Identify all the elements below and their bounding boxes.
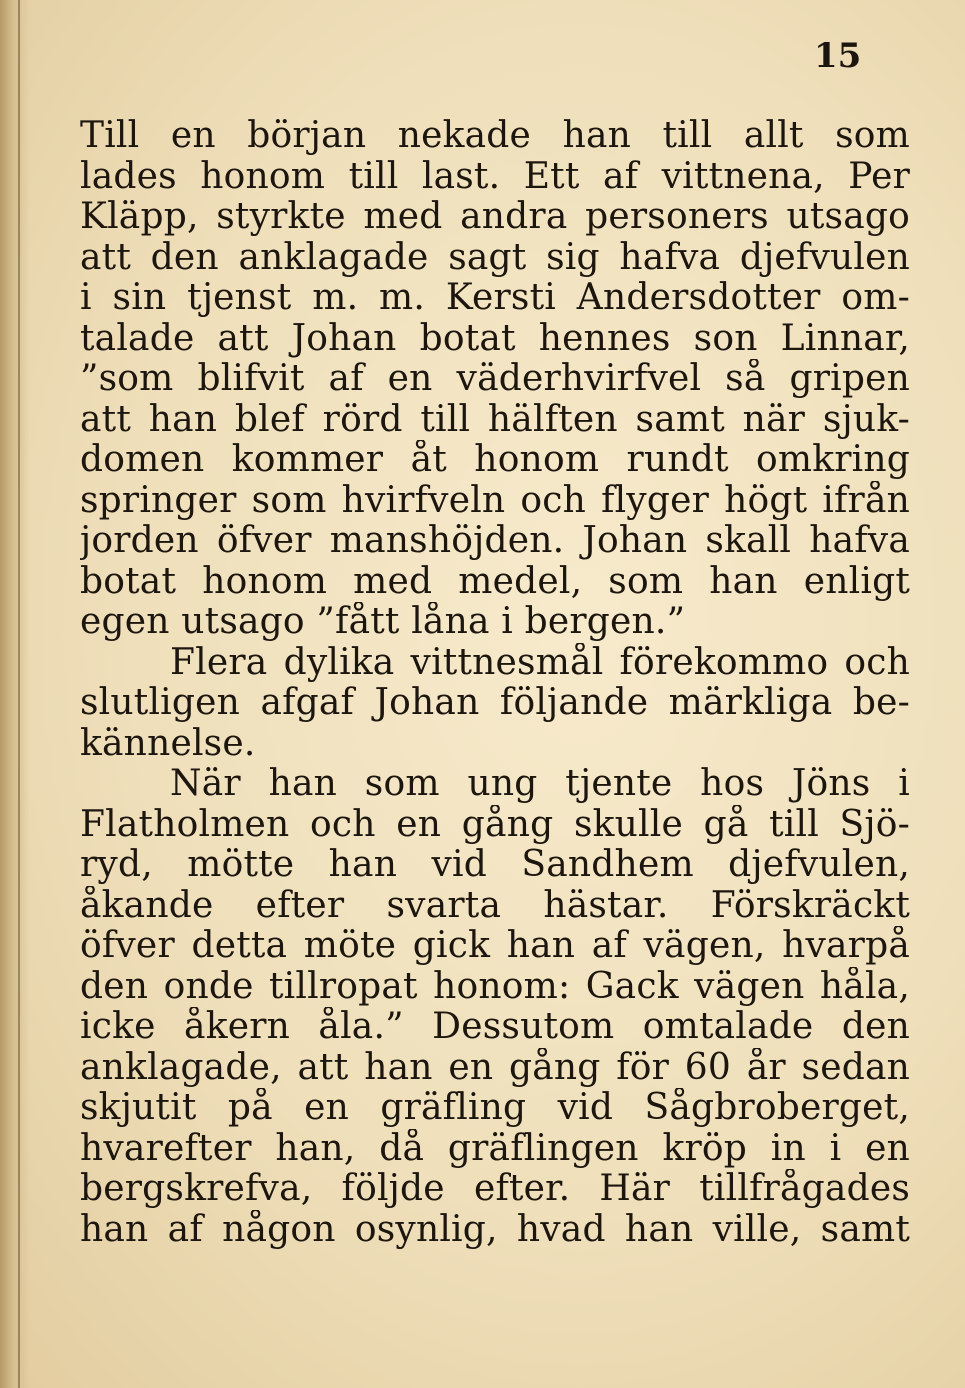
text-line: i sin tjenst m. m. Kersti Andersdotter om- (80, 278, 910, 318)
text-line: den onde tillropat honom: Gack vägen håla, (80, 966, 910, 1007)
page-gutter (0, 0, 30, 1388)
text-line: ryd, mötte han vid Sandhem djefvulen, (80, 845, 910, 885)
gutter-line (18, 0, 20, 1388)
text-line: Flera dylika vittnesmål förekommo och (170, 642, 910, 683)
text-line: åkande efter svarta hästar. Förskräckt (80, 885, 910, 926)
text-line: Kläpp, styrkte med andra personers utsago (80, 197, 910, 237)
text-line: ”som blifvit af en väderhvirfvel så gripen (80, 359, 910, 399)
text-line: domen kommer åt honom rundt omkring (80, 440, 910, 480)
text-line: springer som hvirfveln och flyger högt ifrån (80, 480, 910, 521)
text-line: talade att Johan botat hennes son Linnar, (80, 318, 910, 359)
text-line: kännelse. (80, 723, 256, 764)
text-line: slutligen afgaf Johan följande märkliga be- (80, 683, 910, 723)
text-line: att den anklagade sagt sig hafva djefvulen (80, 237, 910, 278)
text-line: bergskrefva, följde efter. Här tillfrågades (80, 1169, 910, 1209)
text-line: anklagade, att han en gång för 60 år sedan (80, 1047, 910, 1088)
text-line: jorden öfver manshöjden. Johan skall hafva (80, 521, 910, 561)
text-line: egen utsago ”fått låna i bergen.” (80, 602, 686, 642)
text-line: lades honom till last. Ett af vittnena, Per (80, 156, 910, 197)
text-line: han af någon osynlig, hvad han ville, samt (80, 1209, 910, 1250)
text-line: icke åkern åla.” Dessutom omtalade den (80, 1007, 910, 1047)
page-number: 15 (814, 36, 862, 76)
text-line: Flatholmen och en gång skulle gå till Sjö- (80, 804, 910, 845)
text-line: öfver detta möte gick han af vägen, hvarpå (80, 926, 910, 966)
text-line: att han blef rörd till hälften samt när sjuk- (80, 399, 910, 440)
body-text (80, 116, 910, 1250)
text-line: När han som ung tjente hos Jöns i (170, 764, 910, 804)
text-line: skjutit på en gräfling vid Sågbroberget, (80, 1088, 910, 1128)
text-line: botat honom med medel, som han enligt (80, 561, 910, 602)
text-line: Till en början nekade han till allt som (80, 116, 910, 156)
text-line: hvarefter han, då gräflingen kröp in i en (80, 1128, 910, 1169)
